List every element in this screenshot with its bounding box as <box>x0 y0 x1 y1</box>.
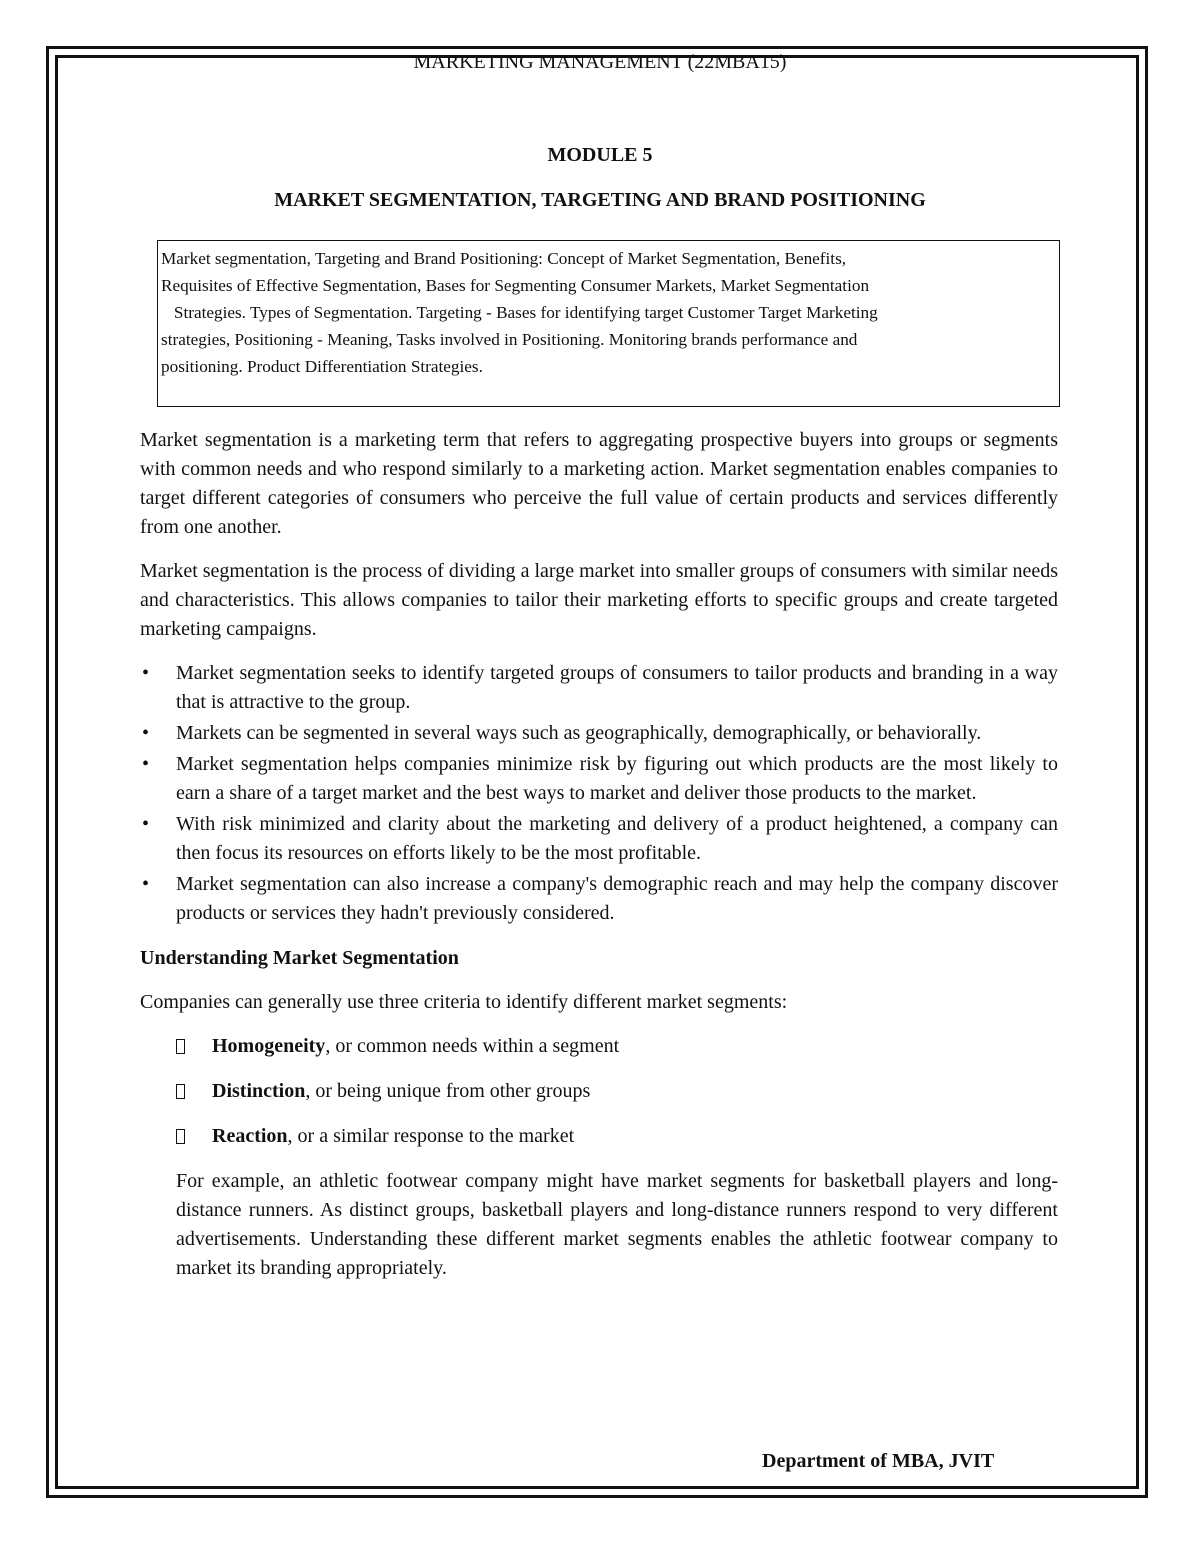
syllabus-box <box>157 240 1060 407</box>
list-item <box>140 750 1058 808</box>
criteria-desc: , or a similar response to the market <box>287 1125 575 1147</box>
list-item-text: Markets can be segmented in several ways such as geographically, demographically, or behaviorally. <box>176 722 982 744</box>
syllabus-line: Requisites of Effective Segmentation, Bases for Segmenting Consumer Markets, Market Segmentation <box>161 276 870 295</box>
syllabus-line: Market segmentation, Targeting and Brand Positioning: Concept of Market Segmentation, Benefits, <box>161 249 847 268</box>
criteria-item <box>140 1032 1058 1061</box>
criteria-item <box>140 1122 1058 1151</box>
key-points-list <box>140 659 1058 928</box>
bullet-icon: • <box>142 813 150 835</box>
criteria-list <box>140 1032 1058 1151</box>
list-item-text: Market segmentation can also increase a company's demographic reach and may help the company discover products or services they hadn't previously considered. <box>176 873 1058 924</box>
intro-paragraph: Market segmentation is the process of dividing a large market into smaller groups of consumers with similar needs and characteristics. This allows companies to tailor their marketing efforts to specific groups and create targeted marketing campaigns. <box>140 560 1058 640</box>
criteria-intro: Companies can generally use three criteria to identify different market segments: <box>140 991 788 1013</box>
intro-paragraph: Market segmentation is a marketing term that refers to aggregating prospective buyers into groups or segments with common needs and who respond similarly to a marketing action. Market segmentation enables companies to target different categories of consumers who perceive the full value of certain products and services differently from one another. <box>140 429 1058 538</box>
criteria-term: Homogeneity <box>212 1035 326 1057</box>
module-subtitle: MARKET SEGMENTATION, TARGETING AND BRAND POSITIONING <box>274 189 926 211</box>
section-heading: Understanding Market Segmentation <box>140 947 459 969</box>
module-title: MODULE 5 <box>547 144 653 166</box>
list-item <box>140 810 1058 868</box>
bullet-icon: • <box>142 873 150 895</box>
criteria-desc: , or common needs within a segment <box>325 1035 620 1057</box>
criteria-item <box>140 1077 1058 1106</box>
running-header: MARKETING MANAGEMENT (22MBA15) <box>413 51 787 73</box>
list-item <box>140 719 1058 748</box>
list-item <box>140 659 1058 717</box>
list-item-text: With risk minimized and clarity about the marketing and delivery of a product heightened, a company can then focus its resources on efforts likely to be the most profitable. <box>176 813 1058 864</box>
main-content <box>140 426 1058 1298</box>
syllabus-line: Strategies. Types of Segmentation. Targeting - Bases for identifying target Customer Target Marketing <box>161 303 878 322</box>
missing-glyph-icon <box>176 1039 185 1054</box>
syllabus-line: positioning. Product Differentiation Strategies. <box>161 357 483 376</box>
bullet-icon: • <box>142 662 150 684</box>
list-item <box>140 870 1058 928</box>
criteria-term: Distinction <box>212 1080 306 1102</box>
footer-department: Department of MBA, JVIT <box>762 1450 995 1472</box>
criteria-desc: , or being unique from other groups <box>305 1080 591 1102</box>
list-item-text: Market segmentation seeks to identify targeted groups of consumers to tailor products and branding in a way that is attractive to the group. <box>176 662 1058 713</box>
syllabus-line: strategies, Positioning - Meaning, Tasks involved in Positioning. Monitoring brands performance and <box>161 330 858 349</box>
missing-glyph-icon <box>176 1129 185 1144</box>
bullet-icon: • <box>142 753 150 775</box>
list-item-text: Market segmentation helps companies minimize risk by figuring out which products are the most likely to earn a share of a target market and the best ways to market and deliver those products to the market. <box>176 753 1058 804</box>
example-paragraph: For example, an athletic footwear company might have market segments for basketball players and long-distance runners. As distinct groups, basketball players and long-distance runners respond to very different advertisements. Understanding these different market segments enables the athletic footwear company to market its branding appropriately. <box>176 1170 1058 1279</box>
bullet-icon: • <box>142 722 150 744</box>
missing-glyph-icon <box>176 1084 185 1099</box>
criteria-term: Reaction <box>212 1125 288 1147</box>
